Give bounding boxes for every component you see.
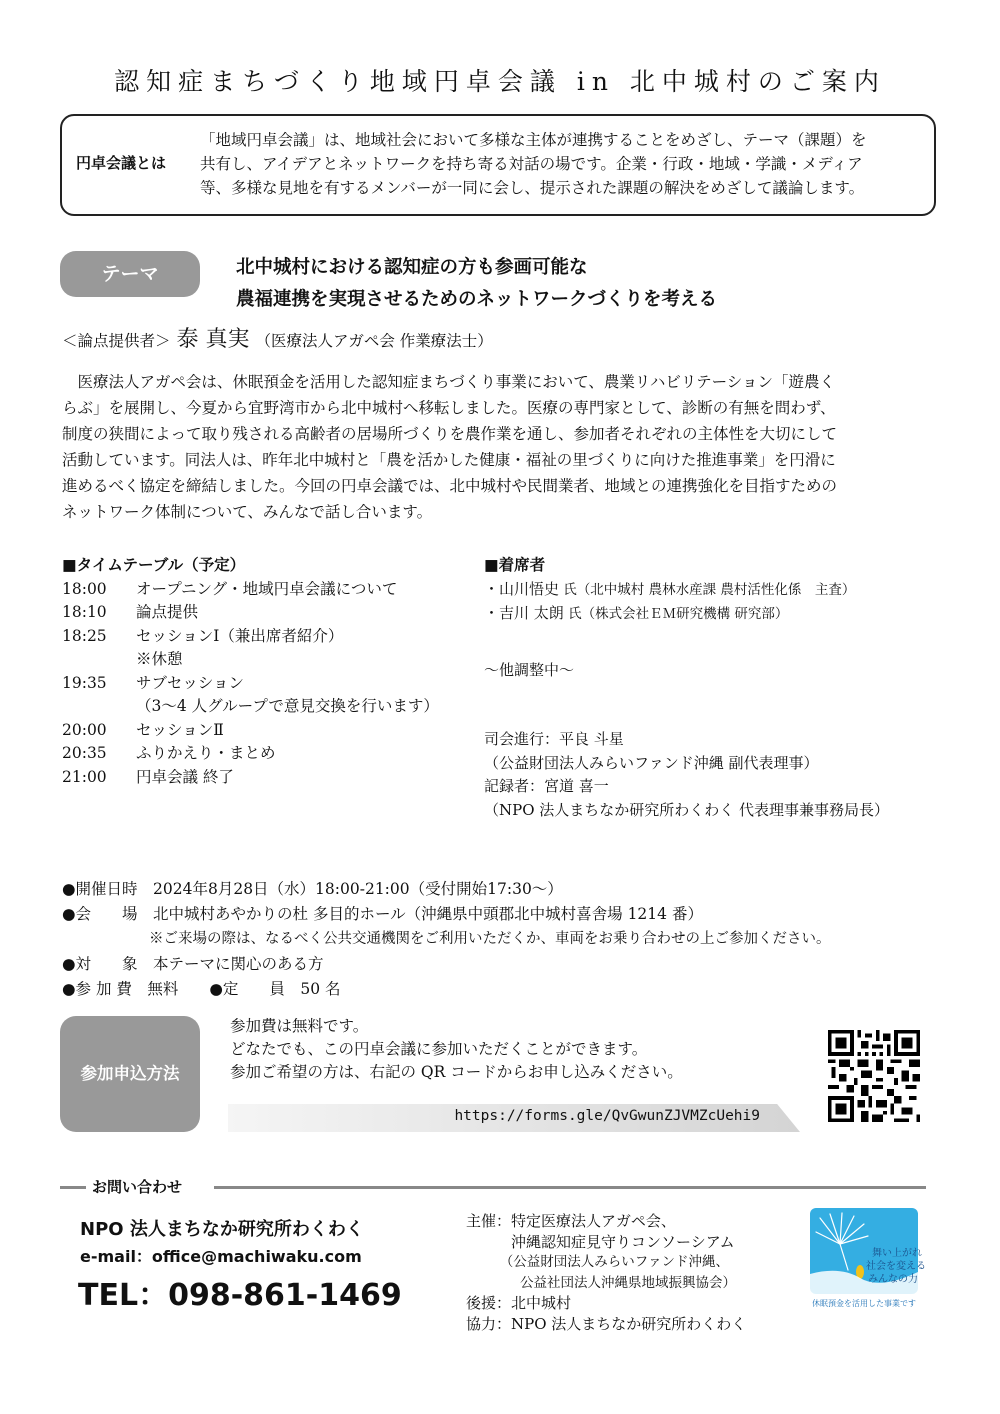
timetable-item: 論点提供 <box>136 603 199 621</box>
page-title: 認知症まちづくり地域円卓会議 in 北中城村のご案内 <box>114 67 886 96</box>
presenter <box>62 322 493 353</box>
presenter-name: 泰 真実 <box>176 327 250 352</box>
sponsor-line: 主催：特定医療法人アガペ会、 <box>466 1212 676 1230</box>
description-line: ネットワーク体制について、みんなで話し合います。 <box>62 503 433 521</box>
timetable-time: 18:25 <box>62 626 107 645</box>
theme-line: 北中城村における認知症の方も参画可能な <box>236 257 588 278</box>
timetable-item: 円卓会議 終了 <box>136 767 234 786</box>
about-text <box>200 128 930 200</box>
qr-code-icon[interactable] <box>828 1030 920 1122</box>
event-date: ●開催日時 2024年8月28日（水）18:00-21:00（受付開始17:30～） <box>62 880 563 898</box>
theme-badge: テーマ <box>60 251 200 297</box>
apply-text <box>230 1015 683 1084</box>
application-url-link[interactable]: https://forms.gle/QvGwunZJVMZcUehi9 <box>454 1108 760 1124</box>
apply-line: 参加費は無料です。 <box>230 1017 369 1035</box>
event-venue-note: ※ご来場の際は、なるべく公共交通機関をご利用いただくか、車両をお乗り合わせの上ご参加ください。 <box>62 931 831 947</box>
attendee-name: ・吉川 太朗 <box>484 604 564 622</box>
timetable-row <box>62 742 439 766</box>
contact-email-link[interactable]: e-mail：office@machiwaku.com <box>80 1247 362 1266</box>
timetable-item: セッションⅡ <box>136 720 224 739</box>
about-line: 「地域円卓会議」は、地域社会において多様な主体が連携することをめざし、テーマ（課題）を <box>200 131 867 149</box>
timetable-row <box>62 766 439 790</box>
attendees <box>484 554 889 822</box>
divider <box>60 1186 86 1189</box>
timetable-time: 18:10 <box>62 603 107 621</box>
contact-phone-link[interactable]: TEL：098-861-1469 <box>78 1278 402 1313</box>
timetable-time: 20:35 <box>62 744 107 762</box>
presenter-prefix: ＜論点提供者＞ <box>62 332 171 350</box>
recorder: 記録者：宮道 喜一 <box>484 777 609 795</box>
attendees-heading: ■着席者 <box>484 556 546 574</box>
description-line: 制度の狭間によって取り残される高齢者の居場所づくりを農作業を通し、参加者それぞれの主体性を大切にして <box>62 425 838 443</box>
recorder-org: （NPO 法人まちなか研究所わくわく 代表理事兼事務局長） <box>484 800 890 819</box>
timetable-row <box>62 672 439 696</box>
timetable-row <box>62 648 439 672</box>
attendee-suffix: 氏 <box>559 581 577 598</box>
timetable-row <box>62 578 439 602</box>
sponsor-line: 沖縄認知症見守りコンソーシアム <box>466 1232 735 1251</box>
timetable <box>62 554 439 789</box>
attendees-note: ～他調整中～ <box>484 660 575 679</box>
sponsor-line: 公益社団法人沖縄県地域振興協会） <box>466 1274 736 1291</box>
event-venue: ●会 場 北中城村あやかりの杜 多目的ホール（沖縄県中頭郡北中城村喜舎場 1214 番） <box>62 905 703 923</box>
attendee-row <box>484 578 889 603</box>
attendee-name: ・山川悟史 <box>484 579 560 598</box>
apply-line: どなたでも、この円卓会議に参加いただくことができます。 <box>230 1040 648 1058</box>
about-label: 円卓会議とは <box>76 154 167 172</box>
sponsor-line: 協力：NPO 法人まちなか研究所わくわく <box>466 1314 747 1333</box>
timetable-item: ふりかえり・まとめ <box>136 744 276 762</box>
moderator-org: （公益財団法人みらいファンド沖縄 副代表理事） <box>484 753 819 772</box>
timetable-row <box>62 625 439 649</box>
apply-badge: 参加申込方法 <box>60 1016 200 1132</box>
description-line: らぶ」を展開し、今夏から宜野湾市から北中城村へ移転しました。医療の専門家として、診断の有無を問わず、 <box>62 399 836 417</box>
timetable-time: 20:00 <box>62 720 107 739</box>
timetable-row <box>62 601 439 625</box>
about-line: 共有し、アイデアとネットワークを持ち寄る対話の場です。企業・行政・地域・学識・メディア <box>200 155 863 173</box>
timetable-time <box>62 648 136 672</box>
logo-text: 社会を変える <box>866 1261 926 1272</box>
description-line: 進めるべく協定を締結しました。今回の円卓会議では、北中城村や民間業者、地域との連携強化を目指すための <box>62 477 838 495</box>
contact-label: お問い合わせ <box>92 1178 183 1196</box>
moderator: 司会進行：平良 斗星 <box>484 730 624 748</box>
timetable-row <box>62 719 439 743</box>
sponsor-line: 後援：北中城村 <box>466 1294 572 1312</box>
theme-line: 農福連携を実現させるためのネットワークづくりを考える <box>236 289 718 310</box>
attendee-suffix: 氏 <box>563 606 582 622</box>
timetable-item: ※休憩 <box>136 650 183 668</box>
timetable-heading: ■タイムテーブル（予定） <box>62 556 246 574</box>
logo-text: みんなの力 <box>868 1274 918 1285</box>
attendee-org: （株式会社ＥＭ研究機構 研究部） <box>581 606 789 622</box>
timetable-row <box>62 695 439 719</box>
about-line: 等、多様な見地を有するメンバーが一同に会し、提示された課題の解決をめざして議論します。 <box>200 179 865 197</box>
timetable-item: （3～4 人グループで意見交換を行います） <box>136 697 439 715</box>
contact-org: NPO 法人まちなか研究所わくわく <box>80 1219 364 1240</box>
description-line: 活動しています。同法人は、昨年北中城村と「農を活かした健康・福祉の里づくりに向けた推進事業」を円滑に <box>62 451 836 469</box>
attendee-row <box>484 602 889 627</box>
apply-line: 参加ご希望の方は、右記の QR コードからお申し込みください。 <box>230 1063 683 1081</box>
presenter-affiliation: （医療法人アガペ会 作業療法士） <box>255 332 493 350</box>
dormant-deposit-logo-icon <box>810 1208 926 1310</box>
description <box>62 369 942 525</box>
timetable-item: サブセッション <box>136 673 245 692</box>
timetable-time <box>62 695 136 719</box>
event-fee-capacity: ●参 加 費 無料 ●定 員 50 名 <box>62 980 341 998</box>
timetable-time: 19:35 <box>62 673 107 692</box>
timetable-time: 18:00 <box>62 579 107 598</box>
logo-caption: 休眠預金を活用した事業です <box>812 1299 916 1308</box>
timetable-item: セッションⅠ（兼出席者紹介） <box>136 626 344 645</box>
sponsor-line: （公益財団法人みらいファンド沖縄、 <box>466 1254 729 1270</box>
logo-text: 舞い上がれ <box>872 1248 922 1259</box>
attendee-org: （北中城村 農林水産課 農村活性化係 主査） <box>576 581 856 598</box>
description-line: 医療法人アガペ会は、休眠預金を活用した認知症まちづくり事業において、農業リハビリテーション「遊農く <box>62 373 835 391</box>
event-info <box>62 877 831 1002</box>
sponsors <box>466 1211 746 1334</box>
event-target: ●対 象 本テーマに関心のある方 <box>62 955 324 973</box>
divider <box>214 1186 926 1189</box>
timetable-time: 21:00 <box>62 767 107 786</box>
theme-text <box>236 252 717 316</box>
timetable-item: オープニング・地域円卓会議について <box>136 579 398 598</box>
